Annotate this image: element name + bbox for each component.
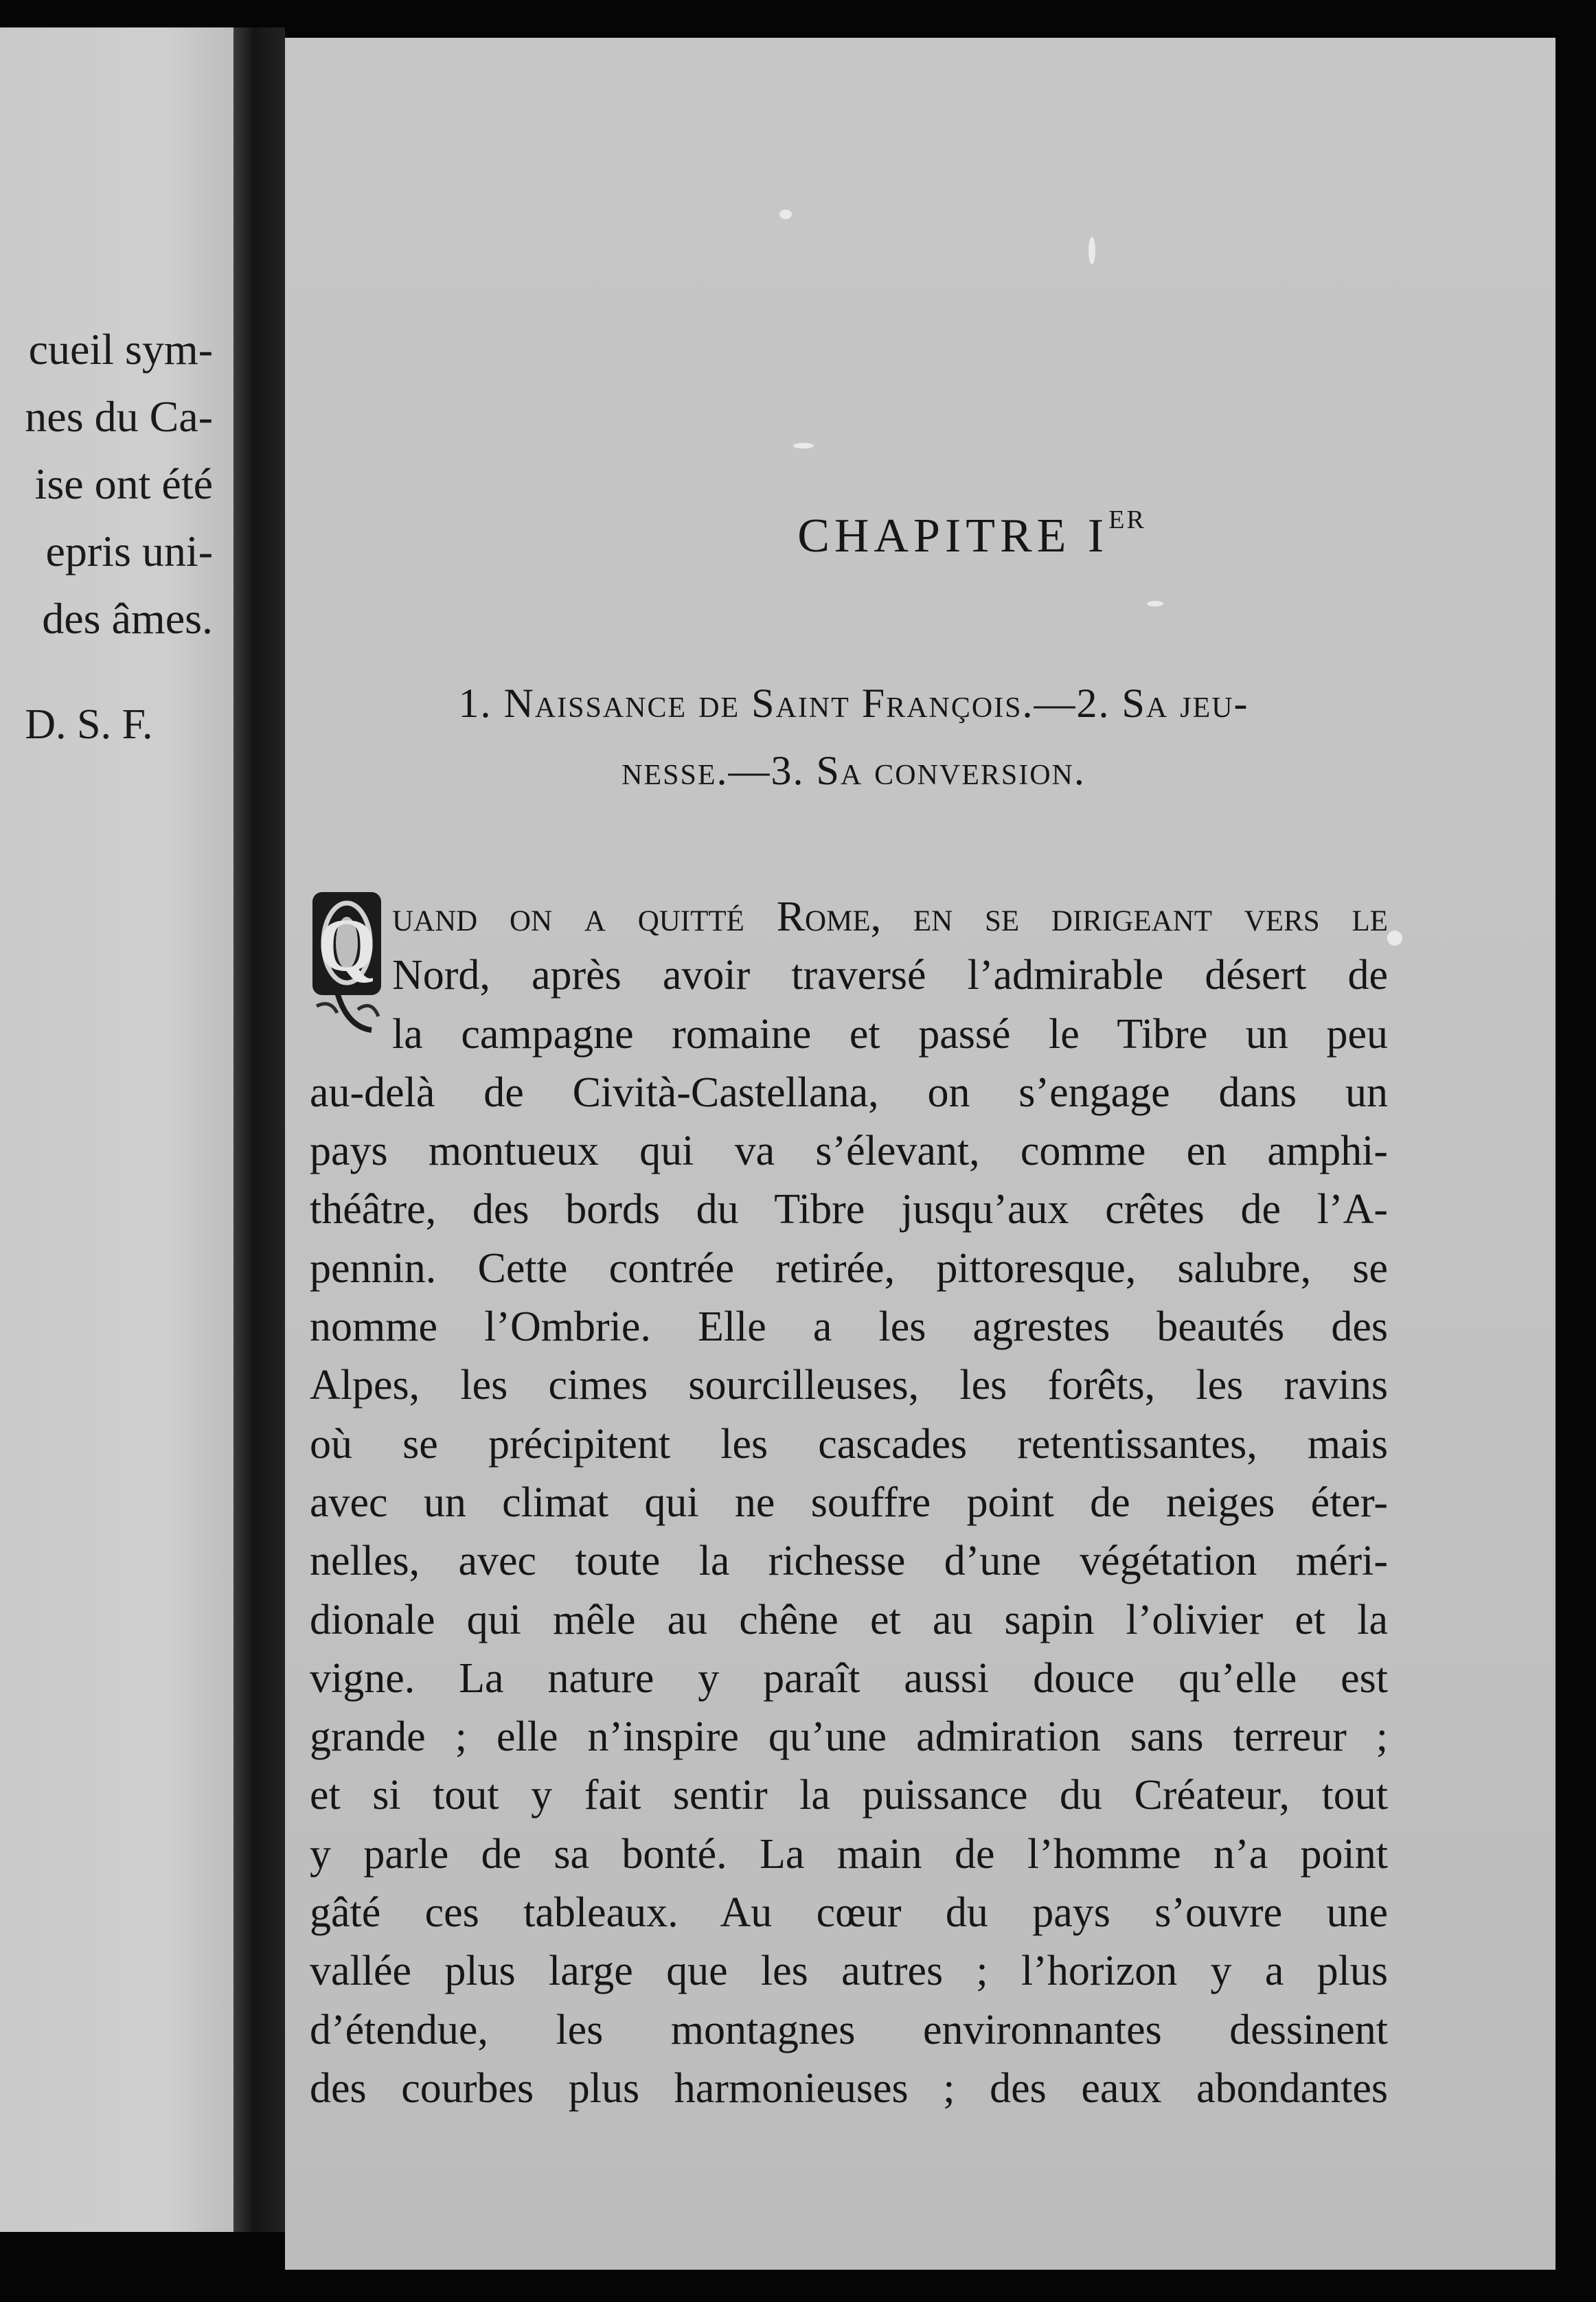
body-line: Alpes, les cimes sourcilleuses, les forêts, les ravins <box>310 1362 1388 1409</box>
summary-line: nesse.—3. Sa conversion. <box>622 748 1086 793</box>
body-line: vallée plus large que les autres ; l’horizon y a plus <box>310 1948 1388 1995</box>
chapter-summary <box>318 670 1389 804</box>
body-line: pays montueux qui va s’élevant, comme en amphi- <box>310 1128 1388 1175</box>
book-page <box>285 38 1555 2270</box>
chapter-title-suffix: ER <box>1108 505 1146 534</box>
body-line: théâtre, des bords du Tibre jusqu’aux crêtes de l’A- <box>310 1186 1388 1233</box>
paper-speck <box>793 443 814 448</box>
body-line-first-text: uand on a quitté Rome, en se dirigeant vers le <box>392 893 1388 940</box>
paper-speck <box>1088 237 1095 264</box>
previous-page-line: cueil sym- <box>28 325 213 374</box>
drop-cap-letter: Q <box>317 903 376 987</box>
body-line: Nord, après avoir traversé l’admirable désert de <box>392 952 1388 999</box>
previous-page-line: epris uni- <box>45 527 213 576</box>
body-line: avec un climat qui ne souffre point de neiges éter- <box>310 1479 1388 1526</box>
body-line: pennin. Cette contrée retirée, pittoresque, salubre, se <box>310 1244 1388 1292</box>
previous-page-text <box>25 316 213 758</box>
paper-speck <box>1147 601 1163 606</box>
chapter-body <box>310 888 1388 2118</box>
previous-page-line: nes du Ca- <box>25 392 213 441</box>
body-line: vigne. La nature y paraît aussi douce qu’elle est <box>310 1654 1388 1702</box>
body-line-first <box>310 888 1388 946</box>
chapter-title-text: CHAPITRE I <box>797 510 1109 562</box>
body-line: nomme l’Ombrie. Elle a les agrestes beautés des <box>310 1303 1388 1351</box>
body-line: où se précipitent les cascades retentissantes, mais <box>310 1420 1388 1468</box>
body-line: au-delà de Cività-Castellana, on s’engage dans un <box>310 1069 1388 1116</box>
body-line: et si tout y fait sentir la puissance du Créateur, tout <box>310 1772 1388 1819</box>
body-line: des courbes plus harmonieuses ; des eaux abondantes <box>310 2064 1388 2112</box>
signature: D. S. F. <box>25 701 153 748</box>
body-line: grande ; elle n’inspire qu’une admiration sans terreur ; <box>310 1713 1388 1761</box>
previous-page-line: des âmes. <box>42 594 213 643</box>
paper-speck <box>1387 931 1402 946</box>
book-gutter <box>233 27 285 2232</box>
paper-speck <box>779 209 792 219</box>
previous-page-line: ise ont été <box>34 459 213 508</box>
body-line: y parle de sa bonté. La main de l’homme n’a point <box>310 1830 1388 1878</box>
chapter-title <box>285 505 1555 564</box>
summary-line: 1. Naissance de Saint François.—2. Sa jeu- <box>458 681 1249 726</box>
body-line: la campagne romaine et passé le Tibre un peu <box>392 1010 1388 1058</box>
body-line: nelles, avec toute la richesse d’une végétation méri- <box>310 1538 1388 1585</box>
body-line: gâté ces tableaux. Au cœur du pays s’ouvre une <box>310 1889 1388 1937</box>
body-line: dionale qui mêle au chêne et au sapin l’olivier et la <box>310 1596 1388 1643</box>
previous-page-fragment <box>0 27 233 2232</box>
body-line: d’étendue, les montagnes environnantes dessinent <box>310 2006 1388 2053</box>
